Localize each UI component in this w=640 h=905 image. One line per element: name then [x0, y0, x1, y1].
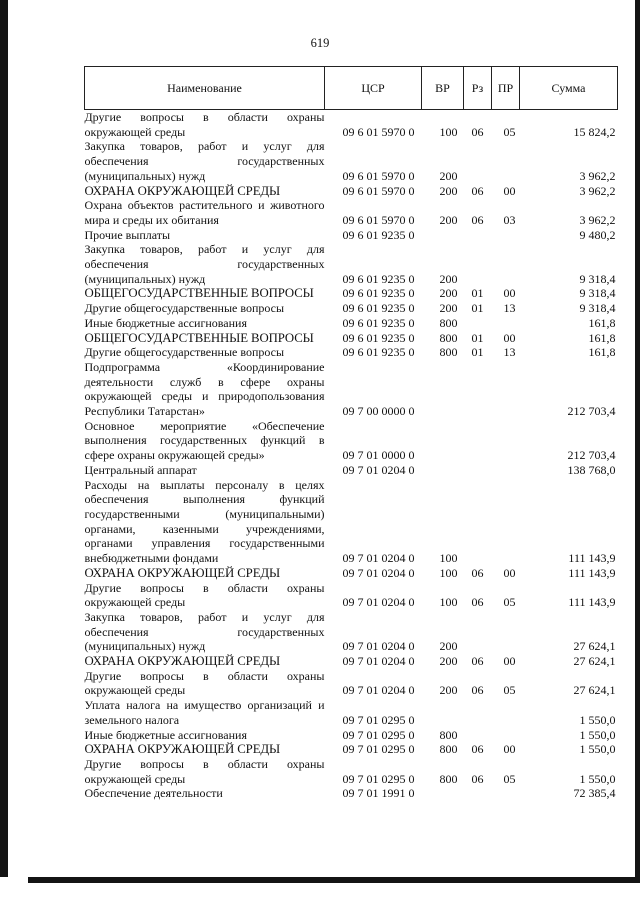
cell-name: Прочие выплаты — [84, 227, 171, 242]
cell-csr: 09 7 01 0295 0 — [342, 712, 415, 727]
cell-name: Другие вопросы в области охраны окружающей среды — [84, 668, 325, 698]
cell-name: Охрана объектов растительного и животного мира и среды их обитания — [84, 198, 325, 227]
cell-csr: 09 6 01 5970 0 — [342, 212, 415, 227]
cell-name: Другие вопросы в области охраны окружающей среды — [84, 110, 325, 139]
table-row — [85, 198, 618, 227]
cell-rz — [464, 228, 492, 243]
cell-name: Другие вопросы в области охраны окружающей среды — [84, 756, 325, 786]
cell-name: Подпрограмма «Координирование деятельности служб в сфере охраны окружающей среды и природопользования Республики Татарстан» — [84, 359, 325, 419]
cell-pr: 13 — [503, 345, 516, 360]
cell-rz: 01 — [471, 345, 484, 360]
cell-csr: 09 7 01 0295 0 — [342, 771, 415, 786]
cell-sum: 138 768,0 — [567, 462, 616, 477]
cell-rz — [464, 478, 492, 566]
cell-name: Иные бюджетные ассигнования — [84, 315, 247, 330]
cell-pr — [492, 786, 520, 801]
cell-pr — [492, 228, 520, 243]
cell-pr — [492, 242, 520, 286]
cell-name: ОХРАНА ОКРУЖАЮЩЕЙ СРЕДЫ — [84, 183, 281, 198]
cell-csr: 09 7 01 0295 0 — [342, 742, 415, 757]
table-header-row — [85, 67, 618, 110]
cell-pr — [492, 419, 520, 463]
cell-csr: 09 7 01 0204 0 — [342, 639, 415, 654]
table-row — [85, 786, 618, 801]
cell-rz: 06 — [471, 212, 484, 227]
cell-name: Закупка товаров, работ и услуг для обеспечения государственных (муниципальных) нужд — [84, 139, 325, 183]
table-row — [85, 566, 618, 581]
table-row — [85, 331, 618, 346]
cell-name: ОБЩЕГОСУДАРСТВЕННЫЕ ВОПРОСЫ — [84, 286, 314, 301]
cell-rz — [464, 242, 492, 286]
cell-pr — [492, 139, 520, 183]
cell-name: Расходы на выплаты персоналу в целях обеспечения выполнения функций государственными (муниципальными) органами, казенными учреждениями, органами управления государственными внебюджетными фондами — [84, 477, 325, 566]
cell-rz — [464, 728, 492, 743]
cell-vr: 800 — [439, 315, 458, 330]
cell-vr: 100 — [439, 565, 458, 580]
cell-rz — [464, 463, 492, 478]
cell-name: Закупка товаров, работ и услуг для обеспечения государственных (муниципальных) нужд — [84, 609, 325, 654]
table-row — [85, 478, 618, 566]
cell-pr: 03 — [503, 212, 516, 227]
header-name: Наименование — [85, 67, 325, 110]
header-pr: ПР — [492, 67, 520, 110]
cell-vr: 800 — [439, 771, 458, 786]
cell-csr: 09 6 01 9235 0 — [342, 271, 415, 286]
cell-sum: 15 824,2 — [573, 124, 616, 139]
cell-pr — [492, 463, 520, 478]
cell-vr — [422, 463, 464, 478]
cell-csr: 09 7 00 0000 0 — [342, 404, 415, 419]
cell-vr: 800 — [439, 330, 458, 345]
cell-sum: 1 550,0 — [579, 771, 616, 786]
cell-csr: 09 7 01 1991 0 — [342, 786, 415, 801]
cell-csr: 09 6 01 9235 0 — [342, 345, 415, 360]
cell-csr: 09 6 01 5970 0 — [342, 168, 415, 183]
cell-rz — [464, 360, 492, 419]
cell-sum: 161,8 — [588, 330, 616, 345]
cell-sum: 111 143,9 — [568, 565, 616, 580]
cell-csr: 09 7 01 0204 0 — [342, 654, 415, 669]
table-row — [85, 581, 618, 610]
cell-vr: 200 — [439, 183, 458, 198]
cell-csr: 09 7 01 0204 0 — [342, 551, 415, 566]
table-row — [85, 345, 618, 360]
cell-csr: 09 6 01 9235 0 — [342, 315, 415, 330]
cell-vr: 200 — [439, 301, 458, 316]
cell-vr: 200 — [439, 654, 458, 669]
cell-csr: 09 7 01 0000 0 — [342, 448, 415, 463]
cell-name: Закупка товаров, работ и услуг для обеспечения государственных (муниципальных) нужд — [84, 242, 325, 286]
cell-name: ОХРАНА ОКРУЖАЮЩЕЙ СРЕДЫ — [84, 565, 281, 580]
cell-rz — [464, 610, 492, 654]
cell-sum: 9 318,4 — [579, 286, 616, 301]
table-body — [85, 110, 618, 802]
cell-sum: 27 624,1 — [573, 639, 616, 654]
cell-pr — [492, 360, 520, 419]
cell-vr: 100 — [439, 551, 458, 566]
cell-sum: 111 143,9 — [568, 595, 616, 610]
cell-pr — [492, 316, 520, 331]
cell-sum: 9 480,2 — [579, 227, 616, 242]
cell-vr — [422, 786, 464, 801]
cell-pr: 00 — [503, 654, 516, 669]
cell-rz — [464, 139, 492, 183]
cell-name: Обеспечение деятельности — [84, 786, 223, 801]
cell-pr: 00 — [503, 183, 516, 198]
cell-vr: 800 — [439, 345, 458, 360]
cell-sum: 9 318,4 — [579, 271, 616, 286]
table-row — [85, 228, 618, 243]
cell-rz: 06 — [471, 654, 484, 669]
cell-sum: 3 962,2 — [579, 183, 616, 198]
cell-sum: 3 962,2 — [579, 168, 616, 183]
header-sum: Сумма — [520, 67, 618, 110]
cell-csr: 09 6 01 9235 0 — [342, 330, 415, 345]
cell-pr — [492, 478, 520, 566]
cell-pr: 05 — [503, 595, 516, 610]
cell-sum: 1 550,0 — [579, 742, 616, 757]
cell-rz: 06 — [471, 742, 484, 757]
cell-vr: 200 — [439, 286, 458, 301]
cell-name: Центральный аппарат — [84, 462, 197, 477]
cell-rz: 06 — [471, 595, 484, 610]
header-vr: ВР — [422, 67, 464, 110]
cell-sum: 1 550,0 — [579, 727, 616, 742]
cell-sum: 161,8 — [588, 345, 616, 360]
table-row — [85, 360, 618, 419]
cell-name: ОБЩЕГОСУДАРСТВЕННЫЕ ВОПРОСЫ — [84, 330, 314, 345]
cell-sum: 161,8 — [588, 315, 616, 330]
scan-edge-left — [0, 0, 8, 905]
cell-name: ОХРАНА ОКРУЖАЮЩЕЙ СРЕДЫ — [84, 742, 281, 757]
cell-vr: 200 — [439, 271, 458, 286]
table-row — [85, 316, 618, 331]
cell-pr: 05 — [503, 124, 516, 139]
table-row — [85, 757, 618, 786]
cell-sum: 1 550,0 — [579, 712, 616, 727]
cell-rz: 06 — [471, 124, 484, 139]
table-row — [85, 301, 618, 316]
cell-vr: 100 — [439, 124, 458, 139]
cell-csr: 09 7 01 0204 0 — [342, 595, 415, 610]
cell-rz: 06 — [471, 565, 484, 580]
table-row — [85, 463, 618, 478]
cell-sum: 212 703,4 — [567, 404, 616, 419]
cell-sum: 3 962,2 — [579, 212, 616, 227]
cell-rz: 01 — [471, 330, 484, 345]
cell-vr — [422, 419, 464, 463]
cell-sum: 111 143,9 — [568, 551, 616, 566]
table-row — [85, 669, 618, 698]
cell-vr — [422, 228, 464, 243]
cell-name: Иные бюджетные ассигнования — [84, 727, 247, 742]
cell-name: Другие общегосударственные вопросы — [84, 345, 285, 360]
cell-name: Другие общегосударственные вопросы — [84, 301, 285, 316]
table-row — [85, 242, 618, 286]
table-row — [85, 742, 618, 757]
cell-vr: 800 — [439, 727, 458, 742]
table-row — [85, 419, 618, 463]
cell-sum: 72 385,4 — [573, 786, 616, 801]
table-row — [85, 610, 618, 654]
page-number: 619 — [310, 36, 330, 50]
cell-name: Уплата налога на имущество организаций и земельного налога — [84, 698, 325, 727]
cell-rz: 06 — [471, 771, 484, 786]
cell-pr: 00 — [503, 330, 516, 345]
table-row — [85, 110, 618, 140]
cell-csr: 09 7 01 0204 0 — [342, 683, 415, 698]
cell-sum: 212 703,4 — [567, 448, 616, 463]
table-row — [85, 184, 618, 199]
cell-pr — [492, 698, 520, 727]
cell-vr: 200 — [439, 168, 458, 183]
cell-rz — [464, 786, 492, 801]
cell-pr: 05 — [503, 771, 516, 786]
cell-csr: 09 7 01 0295 0 — [342, 727, 415, 742]
cell-pr: 00 — [503, 565, 516, 580]
table-row — [85, 139, 618, 183]
cell-vr: 800 — [439, 742, 458, 757]
table-row — [85, 654, 618, 669]
cell-csr: 09 6 01 9235 0 — [342, 286, 415, 301]
table-row — [85, 286, 618, 301]
cell-pr: 00 — [503, 742, 516, 757]
cell-pr — [492, 610, 520, 654]
cell-rz — [464, 316, 492, 331]
cell-rz — [464, 419, 492, 463]
header-rz: Рз — [464, 67, 492, 110]
cell-rz: 06 — [471, 183, 484, 198]
cell-pr — [492, 728, 520, 743]
cell-csr: 09 7 01 0204 0 — [342, 565, 415, 580]
scan-edge-bottom — [0, 877, 640, 905]
cell-vr: 200 — [439, 212, 458, 227]
cell-name: Основное мероприятие «Обеспечение выполнения государственных функций в сфере охраны окружающей среды» — [84, 418, 325, 463]
budget-table — [84, 66, 618, 801]
cell-vr: 200 — [439, 683, 458, 698]
cell-csr: 09 7 01 0204 0 — [342, 462, 415, 477]
table-row — [85, 698, 618, 727]
header-csr: ЦСР — [325, 67, 422, 110]
cell-sum: 27 624,1 — [573, 683, 616, 698]
cell-csr: 09 6 01 9235 0 — [342, 227, 415, 242]
cell-name: Другие вопросы в области охраны окружающей среды — [84, 580, 325, 610]
cell-csr: 09 6 01 9235 0 — [342, 301, 415, 316]
cell-csr: 09 6 01 5970 0 — [342, 124, 415, 139]
cell-rz — [464, 698, 492, 727]
cell-csr: 09 6 01 5970 0 — [342, 183, 415, 198]
cell-pr: 13 — [503, 301, 516, 316]
cell-pr: 00 — [503, 286, 516, 301]
cell-vr: 100 — [439, 595, 458, 610]
cell-rz: 01 — [471, 301, 484, 316]
table-row — [85, 728, 618, 743]
cell-rz: 06 — [471, 683, 484, 698]
cell-sum: 9 318,4 — [579, 301, 616, 316]
cell-rz: 01 — [471, 286, 484, 301]
cell-vr — [422, 360, 464, 419]
cell-name: ОХРАНА ОКРУЖАЮЩЕЙ СРЕДЫ — [84, 654, 281, 669]
scan-edge-right — [635, 0, 640, 905]
cell-pr: 05 — [503, 683, 516, 698]
cell-vr — [422, 698, 464, 727]
cell-sum: 27 624,1 — [573, 654, 616, 669]
cell-vr: 200 — [439, 639, 458, 654]
